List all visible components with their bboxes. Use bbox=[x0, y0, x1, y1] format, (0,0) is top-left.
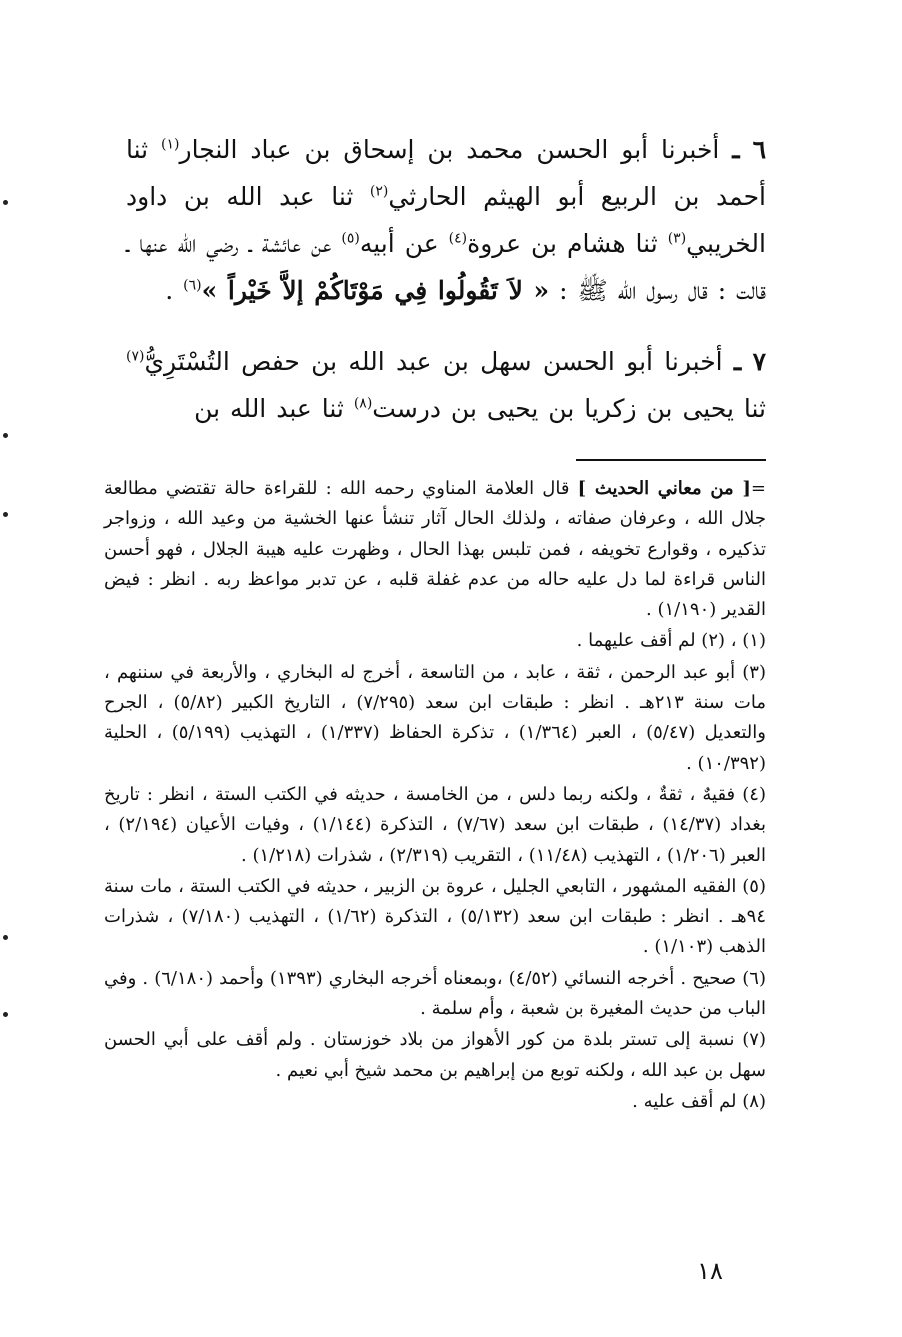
footnote-ref: (٨) bbox=[353, 395, 373, 412]
hadith-number: ٧ bbox=[752, 347, 766, 376]
footnote-ref: (٥) bbox=[341, 230, 360, 247]
scan-mark bbox=[3, 512, 8, 517]
footnote-5: (٥) الفقيه المشهور ، التابعي الجليل ، عروة بن الزبير ، حديثه في الكتب الستة ، مات سنة ٩٤هـ . انظر : طبقات ابن سعد (٥/١٣٢) ، التذكرة (١/٦٢) ، التهذيب (٧/١٨٠) ، شذرات الذهب (١/١٠٣) . bbox=[104, 875, 766, 958]
hadith-text: ثنا عبد الله بن bbox=[194, 394, 354, 423]
footnotes bbox=[104, 474, 766, 1117]
footnote-ref: (٢) bbox=[369, 183, 389, 200]
hadith-7 bbox=[126, 338, 766, 432]
footnote-ref: (٦) bbox=[183, 277, 202, 294]
hadith-dash: ـ bbox=[733, 347, 742, 376]
footnote-1-2: (١) ، (٢) لم أقف عليهما . bbox=[576, 630, 766, 652]
hadith-text: عن عائشة ـ رضي الله عنها ـ قالت : قال رسول الله ﷺ : bbox=[126, 229, 766, 305]
footnote-ref: (١) bbox=[161, 136, 180, 153]
hadith-text: أخبرنا أبو الحسن محمد بن إسحاق بن عباد النجار bbox=[179, 135, 733, 164]
footnote-heading: [ من معاني الحديث ] bbox=[577, 478, 751, 499]
hadith-text: عن أبيه bbox=[359, 229, 449, 258]
footnote-ref: (٧) bbox=[126, 348, 145, 365]
hadith-number: ٦ bbox=[752, 135, 766, 164]
hadith-text: أخبرنا أبو الحسن سهل بن عبد الله بن حفص التُسْتَرِيُّ bbox=[144, 347, 734, 376]
scan-mark bbox=[3, 433, 8, 438]
scan-mark bbox=[3, 200, 8, 205]
footnote-4: (٤) فقيهٌ ، ثقةٌ ، ولكنه ربما دلس ، من الخامسة ، حديثه في الكتب الستة ، انظر : تاريخ بغداد (١٤/٣٧) ، طبقات ابن سعد (٧/٦٧) ، التذكرة (١/١٤٤) ، وفيات الأعيان (٢/١٩٤) ، العبر (١/٢٠٦) ، التهذيب (١١/٤٨) ، التقريب (٢/٣١٩) ، شذرات (١/٢١٨) . bbox=[104, 783, 766, 866]
footnote-intro bbox=[104, 474, 766, 625]
footnote-8: (٨) لم أقف عليه . bbox=[632, 1090, 766, 1112]
hadith-text: ثنا هشام بن عروة bbox=[467, 229, 668, 258]
hadith-text: . bbox=[165, 276, 184, 305]
footnote-ref: (٣) bbox=[667, 230, 687, 247]
footnote-7: (٧) نسبة إلى تستر بلدة من كور الأهواز من بلاد خوزستان . ولم أقف على أبي الحسن سهل بن عبد الله ، ولكنه توبع من إبراهيم بن محمد شيخ أبي نعيم . bbox=[104, 1029, 766, 1081]
footnote-3: (٣) أبو عبد الرحمن ، ثقة ، عابد ، من التاسعة ، أخرج له البخاري ، والأربعة في سننهم ، مات سنة ٢١٣هـ . انظر : طبقات ابن سعد (٧/٢٩٥) ، التاريخ الكبير (٥/٨٢) ، الجرح والتعديل (٥/٤٧) ، العبر (١/٣٦٤) ، تذكرة الحفاظ (١/٣٣٧) ، التهذيب (٥/١٩٩) ، الحلية (١٠/٣٩٢) . bbox=[104, 661, 766, 774]
footnote-text: قال العلامة المناوي رحمه الله : للقراءة حالة تقتضي مطالعة جلال الله ، وعرفان صفاته ، ولذلك الحال آثار تنشأ عنها الخشية من وعيد الله ، وزواجر تذكيره ، وقوارع تخويفه ، فمن تلبس بهذا الحال ، وظهرت عليه هيبة الجلال ، فهو أحسن الناس قراءة لما دل عليه حاله من عدم غفلة قلبه ، عن تدبر مواعظ ربه . انظر : فيض القدير (١/١٩٠) . bbox=[104, 478, 766, 621]
scan-mark bbox=[3, 1012, 8, 1017]
continuation-mark: = bbox=[750, 478, 766, 499]
prophetic-quote: « لاَ تَقُولُوا فِي مَوْتَاكُمْ إلاَّ خَيْراً » bbox=[201, 276, 550, 305]
hadith-text: ثنا يحيى بن زكريا بن يحيى بن درست bbox=[372, 394, 766, 423]
hadith-text: ثنا أحمد بن الربيع أبو الهيثم الحارثي bbox=[126, 135, 767, 211]
page-number: ١٨ bbox=[697, 1257, 723, 1285]
hadith-6 bbox=[126, 126, 766, 314]
main-text bbox=[126, 126, 766, 456]
footnote-ref: (٤) bbox=[448, 230, 468, 247]
hadith-dash: ـ bbox=[732, 135, 740, 164]
scan-mark bbox=[3, 935, 8, 940]
footnote-divider bbox=[576, 459, 766, 461]
hadith-text: ثنا عبد الله بن داود الخريبي bbox=[126, 182, 766, 258]
footnote-6: (٦) صحيح . أخرجه النسائي (٤/٥٢) ،وبمعناه أخرجه البخاري (١٣٩٣) وأحمد (٦/١٨٠) . وفي الباب من حديث المغيرة بن شعبة ، وأم سلمة . bbox=[104, 967, 766, 1020]
